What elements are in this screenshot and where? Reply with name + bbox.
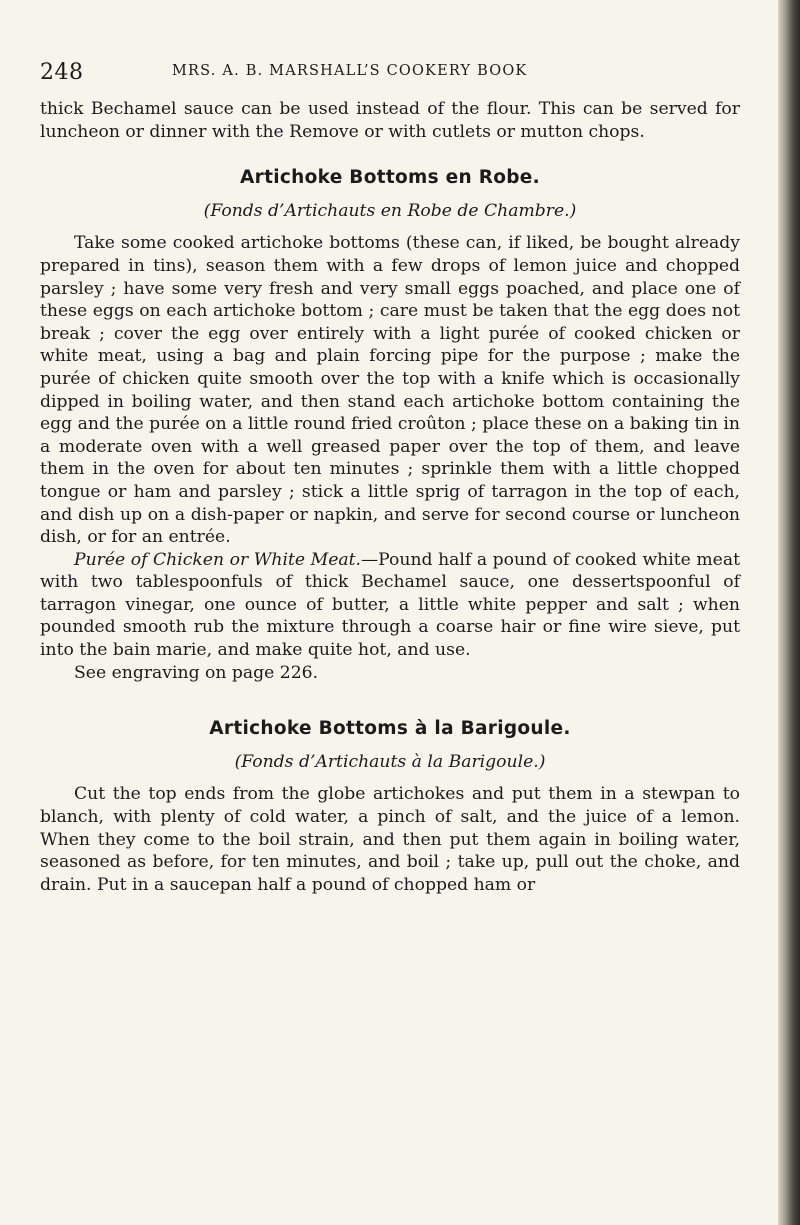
recipe-title-artichoke-en-robe: Artichoke Bottoms en Robe. — [240, 167, 540, 189]
puree-text: —Pound half a pound of cooked white meat with two tablespoonfuls of thick Bechamel sauce, one dessertspoonful of tarragon vinegar, one ounce of butter, a little white pepper and salt ; when pounded smooth rub the mixture through a coarse hair or fine wire sieve, put into the bain marie, and make quite hot, and use. — [40, 549, 740, 661]
recipe-french-title-en-robe: (Fonds d’Artichauts en Robe de Chambre.) — [203, 200, 577, 221]
recipe-body-en-robe: Take some cooked artichoke bottoms (these can, if liked, be bought already prepared in tins), season them with a few drops of lemon juice and chopped parsley ; have some very fresh and very small eggs poached, and place one of these eggs on each artichoke bottom ; care must be taken that the egg does not break ; cover the egg over entirely with a light purée of cooked chicken or white meat, using a bag and plain forcing pipe for the purpose ; make the purée of chicken quite smooth over the top with a knife which is occasionally dipped in boiling water, and then stand each artichoke bottom containing the egg and the purée on a little round fried croûton ; place these on a baking tin in a moderate oven with a well greased paper over the top of them, and leave them in the oven for about ten minutes ; sprinkle them with a little chopped tongue or ham and parsley ; stick a little sprig of tarragon in the top of each, and dish up on a dish-paper or napkin, and serve for second course or luncheon dish, or for an entrée. — [40, 233, 740, 548]
page-header — [40, 60, 740, 90]
book-page — [40, 60, 740, 896]
puree-label: Purée of Chicken or White Meat. — [74, 549, 361, 570]
puree-paragraph — [40, 549, 740, 662]
recipe-body-barigoule: Cut the top ends from the globe artichokes and put them in a stewpan to blanch, with plenty of cold water, a pinch of salt, and the juice of a lemon. When they come to the boil strain, and then put them again in boiling water, seasoned as before, for ten minutes, and boil ; take up, pull out the choke, and drain. Put in a saucepan half a pound of chopped ham or — [40, 784, 740, 895]
continued-paragraph: thick Bechamel sauce can be used instead of the flour. This can be served for luncheon or dinner with the Remove or with cutlets or mutton chops. — [40, 99, 740, 142]
recipe-title-barigoule: Artichoke Bottoms à la Barigoule. — [209, 718, 571, 740]
see-engraving-note: See engraving on page 226. — [74, 662, 319, 683]
book-spine-edge — [778, 0, 800, 1225]
page-number: 248 — [40, 60, 84, 85]
running-head: MRS. A. B. MARSHALL’S COOKERY BOOK — [172, 63, 528, 79]
recipe-french-title-barigoule: (Fonds d’Artichauts à la Barigoule.) — [234, 751, 546, 772]
